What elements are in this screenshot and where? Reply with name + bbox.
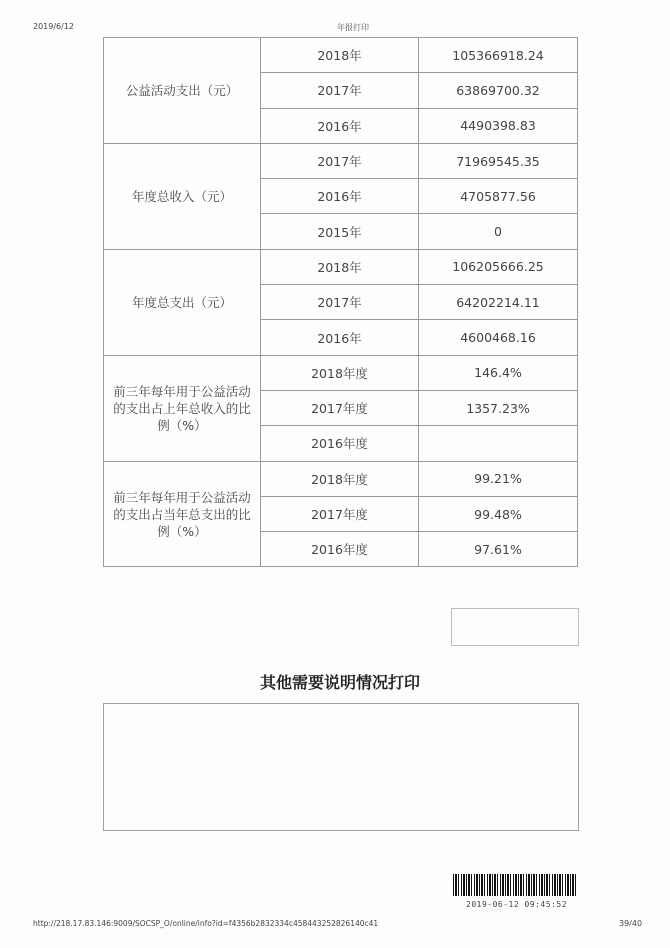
value-cell: 71969545.35 [419, 143, 578, 178]
table-row [104, 249, 578, 284]
year-cell: 2016年 [261, 179, 419, 214]
value-cell: 1357.23% [419, 390, 578, 425]
stamp-box [451, 608, 579, 646]
year-cell: 2016年度 [261, 532, 419, 567]
row-label: 年度总支出（元） [104, 249, 261, 355]
value-cell: 99.48% [419, 496, 578, 531]
value-cell: 105366918.24 [419, 38, 578, 73]
value-cell: 4705877.56 [419, 179, 578, 214]
print-header-title: 年报打印 [337, 23, 369, 32]
value-cell: 99.21% [419, 461, 578, 496]
section-title: 其他需要说明情况打印 [259, 673, 420, 692]
year-cell: 2018年 [261, 38, 419, 73]
value-cell: 97.61% [419, 532, 578, 567]
value-cell [419, 426, 578, 461]
value-cell: 0 [419, 214, 578, 249]
table-row [104, 355, 578, 390]
value-cell: 4490398.83 [419, 108, 578, 143]
value-cell: 63869700.32 [419, 73, 578, 108]
footer-url: http://218.17.83.146:9009/SOCSP_O/online/info?id=f4356b2832334c458443252826140c41 [33, 919, 379, 928]
table-row [104, 461, 578, 496]
table-row [104, 143, 578, 178]
barcode-timestamp: 2019-06-12 09:45:52 [466, 900, 568, 909]
value-cell: 4600468.16 [419, 320, 578, 355]
year-cell: 2016年 [261, 108, 419, 143]
page-number: 39/40 [619, 919, 643, 928]
other-info-box [103, 703, 579, 831]
annual-report-table [103, 37, 578, 567]
year-cell: 2018年度 [261, 461, 419, 496]
year-cell: 2018年度 [261, 355, 419, 390]
value-cell: 146.4% [419, 355, 578, 390]
value-cell: 64202214.11 [419, 285, 578, 320]
year-cell: 2017年 [261, 143, 419, 178]
year-cell: 2017年 [261, 73, 419, 108]
row-label: 前三年每年用于公益活动的支出占上年总收入的比例（%） [104, 355, 261, 461]
table-row [104, 38, 578, 73]
value-cell: 106205666.25 [419, 249, 578, 284]
print-date: 2019/6/12 [33, 22, 75, 31]
year-cell: 2016年度 [261, 426, 419, 461]
year-cell: 2017年度 [261, 496, 419, 531]
barcode [453, 874, 576, 896]
row-label: 年度总收入（元） [104, 143, 261, 249]
year-cell: 2015年 [261, 214, 419, 249]
row-label: 公益活动支出（元） [104, 38, 261, 144]
year-cell: 2017年度 [261, 390, 419, 425]
row-label: 前三年每年用于公益活动的支出占当年总支出的比例（%） [104, 461, 261, 567]
year-cell: 2017年 [261, 285, 419, 320]
year-cell: 2018年 [261, 249, 419, 284]
year-cell: 2016年 [261, 320, 419, 355]
